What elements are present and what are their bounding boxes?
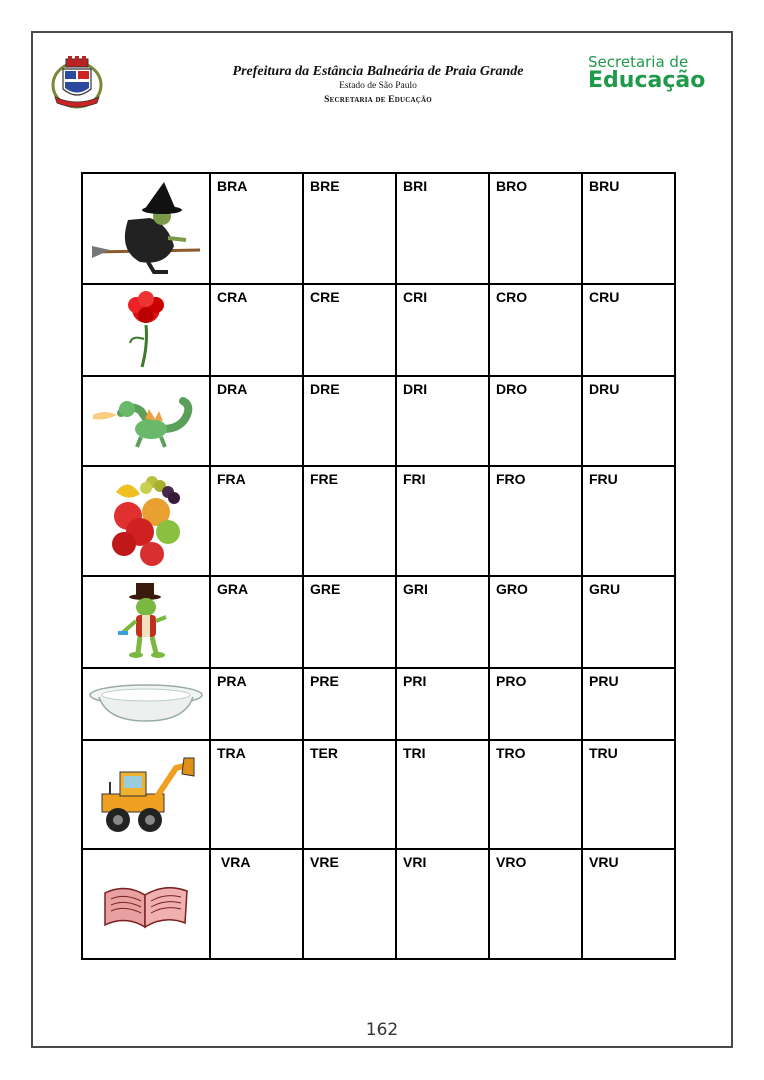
picture-cell xyxy=(82,849,210,959)
table-row xyxy=(82,284,675,376)
syllable-cell xyxy=(582,173,675,284)
syllable-text: GRU xyxy=(589,581,621,597)
plate-icon xyxy=(87,681,205,725)
syllable-cell xyxy=(582,849,675,959)
syllable-cell xyxy=(396,284,489,376)
syllable-cell xyxy=(489,376,582,466)
syllable-cell xyxy=(396,466,489,576)
syllable-cell xyxy=(210,466,303,576)
syllable-text: DRA xyxy=(217,381,248,397)
witch-on-broom-icon xyxy=(88,180,204,276)
state-label: Estado de São Paulo xyxy=(339,81,417,91)
syllable-text: CRE xyxy=(310,289,340,305)
municipality-title: Prefeitura da Estância Balneária de Praia Grande xyxy=(232,64,524,79)
syllable-cell xyxy=(210,173,303,284)
table-row xyxy=(82,740,675,849)
syllable-cell xyxy=(396,740,489,849)
syllable-cell xyxy=(210,668,303,740)
syllable-cell xyxy=(489,173,582,284)
syllable-cell xyxy=(582,466,675,576)
syllable-text: FRE xyxy=(310,471,338,487)
syllable-text: VRA xyxy=(217,854,251,870)
logo-line1: Secretaria de xyxy=(588,53,689,71)
fruit-bowl-icon xyxy=(106,472,186,568)
carnation-flower-icon xyxy=(116,289,176,369)
syllable-cell xyxy=(396,376,489,466)
syllable-text: BRU xyxy=(589,178,620,194)
syllable-cell xyxy=(582,740,675,849)
table-row xyxy=(82,849,675,959)
syllable-text: GRA xyxy=(217,581,249,597)
table-row xyxy=(82,466,675,576)
syllable-cell xyxy=(489,284,582,376)
syllable-text: TRO xyxy=(496,745,526,761)
syllable-text: GRE xyxy=(310,581,341,597)
tractor-icon xyxy=(96,754,196,834)
syllable-table xyxy=(81,172,676,960)
page-number: 162 xyxy=(365,1020,399,1040)
picture-cell xyxy=(82,466,210,576)
syllable-text: VRO xyxy=(496,854,527,870)
syllable-text: TRU xyxy=(589,745,618,761)
syllable-cell xyxy=(489,849,582,959)
syllable-cell xyxy=(582,284,675,376)
syllable-text: CRO xyxy=(496,289,528,305)
syllable-text: GRI xyxy=(403,581,428,597)
syllable-cell xyxy=(210,849,303,959)
syllable-text: CRI xyxy=(403,289,428,305)
syllable-cell xyxy=(303,740,396,849)
syllable-cell xyxy=(303,849,396,959)
syllable-text: CRU xyxy=(589,289,620,305)
syllable-cell xyxy=(489,576,582,668)
picture-cell xyxy=(82,376,210,466)
syllable-cell xyxy=(489,466,582,576)
table-row xyxy=(82,376,675,466)
syllable-text: PRO xyxy=(496,673,527,689)
secretaria-logo xyxy=(588,53,705,92)
syllable-cell xyxy=(303,284,396,376)
syllable-cell xyxy=(489,740,582,849)
syllable-text: FRA xyxy=(217,471,246,487)
syllable-cell xyxy=(303,376,396,466)
syllable-text: BRA xyxy=(217,178,248,194)
syllable-cell xyxy=(582,668,675,740)
municipal-crest-icon xyxy=(49,55,105,111)
syllable-cell xyxy=(582,576,675,668)
syllable-text: TRA xyxy=(217,745,246,761)
syllable-text: DRU xyxy=(589,381,620,397)
syllable-cell xyxy=(210,376,303,466)
table-row xyxy=(82,173,675,284)
syllable-text: BRE xyxy=(310,178,340,194)
syllable-cell xyxy=(396,173,489,284)
syllable-text: TRI xyxy=(403,745,426,761)
syllable-text: PRU xyxy=(589,673,619,689)
syllable-cell xyxy=(210,740,303,849)
syllable-cell xyxy=(210,284,303,376)
syllable-text: DRE xyxy=(310,381,340,397)
syllable-text: DRO xyxy=(496,381,528,397)
picture-cell xyxy=(82,173,210,284)
logo-line2: Educação xyxy=(588,68,706,93)
syllable-cell xyxy=(582,376,675,466)
syllable-cell xyxy=(489,668,582,740)
syllable-text: CRA xyxy=(217,289,248,305)
syllable-cell xyxy=(396,668,489,740)
syllable-text: GRO xyxy=(496,581,528,597)
syllable-text: FRI xyxy=(403,471,426,487)
syllable-cell xyxy=(303,466,396,576)
syllable-cell xyxy=(303,173,396,284)
syllable-cell xyxy=(396,849,489,959)
picture-cell xyxy=(82,668,210,740)
picture-cell xyxy=(82,576,210,668)
syllable-text: DRI xyxy=(403,381,428,397)
cricket-character-icon xyxy=(116,581,176,661)
syllable-text: BRO xyxy=(496,178,528,194)
syllable-cell xyxy=(396,576,489,668)
department-label: Secretaria de Educação xyxy=(324,95,432,105)
syllable-cell xyxy=(210,576,303,668)
open-book-icon xyxy=(101,873,191,933)
syllable-text: FRO xyxy=(496,471,526,487)
syllable-text: PRA xyxy=(217,673,247,689)
syllable-text: VRI xyxy=(403,854,427,870)
syllable-text: PRI xyxy=(403,673,427,689)
syllable-text: VRE xyxy=(310,854,339,870)
table-row xyxy=(82,668,675,740)
picture-cell xyxy=(82,740,210,849)
document-header xyxy=(200,64,556,105)
syllable-text: FRU xyxy=(589,471,618,487)
dragon-icon xyxy=(91,385,201,455)
syllable-text: VRU xyxy=(589,854,619,870)
syllable-text: PRE xyxy=(310,673,339,689)
syllable-cell xyxy=(303,668,396,740)
picture-cell xyxy=(82,284,210,376)
syllable-text: BRI xyxy=(403,178,428,194)
syllable-cell xyxy=(303,576,396,668)
syllable-text: TER xyxy=(310,745,338,761)
table-row xyxy=(82,576,675,668)
